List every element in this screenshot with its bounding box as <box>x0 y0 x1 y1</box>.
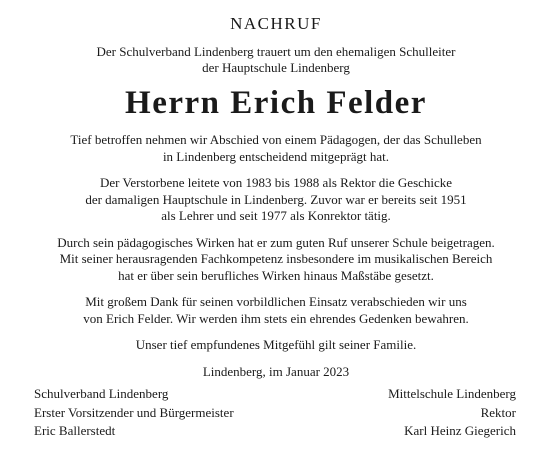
signature-role: Rektor <box>480 404 516 420</box>
paragraph-line: Mit seiner herausragenden Fachkompetenz insbesondere im musikalischen Bereich <box>59 251 493 266</box>
signature-person: Karl Heinz Giegerich <box>404 423 516 438</box>
paragraph-career <box>32 175 520 225</box>
paragraph-line: als Lehrer und seit 1977 als Konrektor tätig. <box>161 208 391 223</box>
signature-person: Eric Ballerstedt <box>34 423 116 438</box>
paragraph-line: Mit großem Dank für seinen vorbildlichen Einsatz verabschieden wir uns <box>85 294 467 309</box>
paragraph-condolence <box>32 337 520 354</box>
paragraph-line: Der Verstorbene leitete von 1983 bis 1988 als Rektor die Geschicke <box>99 175 453 190</box>
paragraph-line: der damaligen Hauptschule in Lindenberg. Zuvor war er bereits seit 1951 <box>85 191 467 207</box>
place-date: Lindenberg, im Januar 2023 <box>202 363 350 379</box>
signature-block <box>34 385 516 441</box>
paragraph-line: Unser tief empfundenes Mitgefühl gilt seiner Familie. <box>135 337 417 352</box>
intro-line: Der Schulverband Lindenberg trauert um den ehemaligen Schulleiter <box>96 44 456 59</box>
paragraph-farewell <box>32 132 520 165</box>
paragraph-line: in Lindenberg entscheidend mitgeprägt hat. <box>162 148 390 164</box>
paragraph-thanks <box>32 294 520 327</box>
signature-organization: Mittelschule Lindenberg <box>388 386 516 401</box>
deceased-name: Herrn Erich Felder <box>125 85 427 121</box>
paragraph-line: von Erich Felder. Wir werden ihm stets ein ehrendes Gedenken bewahren. <box>83 310 469 326</box>
signature-left <box>34 385 234 441</box>
paragraph-merits <box>32 235 520 285</box>
paragraph-line: hat er über sein berufliches Wirken hinaus Maßstäbe gesetzt. <box>118 267 434 283</box>
intro-text <box>32 44 520 76</box>
paragraph-line: Durch sein pädagogisches Wirken hat er zum guten Ruf unserer Schule beigetragen. <box>57 234 495 250</box>
signature-role: Erster Vorsitzender und Bürgermeister <box>34 404 234 420</box>
paragraph-line: Tief betroffen nehmen wir Abschied von einem Pädagogen, der das Schulleben <box>70 132 482 147</box>
notice-heading: NACHRUF <box>230 14 322 33</box>
intro-line: der Hauptschule Lindenberg <box>202 60 350 75</box>
signature-organization: Schulverband Lindenberg <box>34 386 169 401</box>
signature-right <box>388 385 516 441</box>
